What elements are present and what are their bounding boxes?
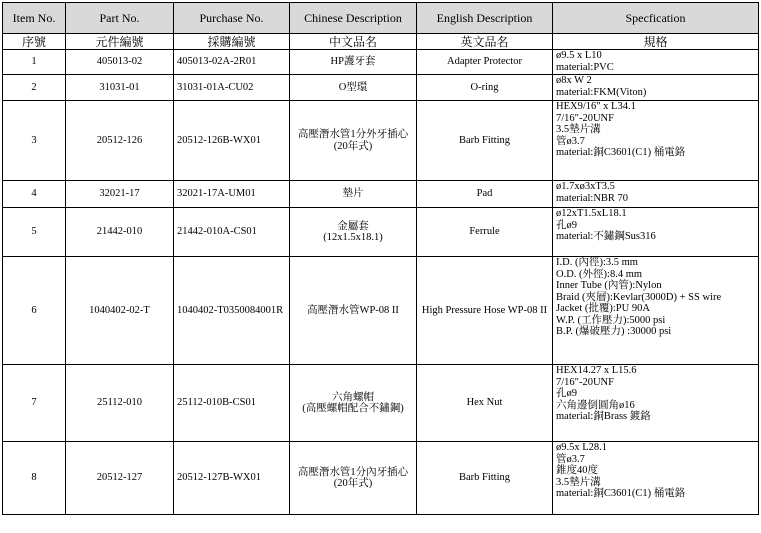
table-row: [3, 257, 759, 365]
chinese-description-line: 六角螺帽: [332, 391, 374, 403]
subheader-part-no: 元件編號: [66, 34, 174, 50]
english-description-cell: O-ring: [417, 75, 553, 101]
specification-line: ø8x W 2: [556, 75, 592, 86]
specification-line: W.P. (工作壓力):5000 psi: [556, 314, 666, 326]
chinese-description-cell: [290, 208, 417, 257]
specification-line: ø9.5 x L10: [556, 50, 602, 61]
part-no-cell: 1040402-02-T: [66, 257, 174, 365]
specification-line: 孔ø9: [556, 219, 577, 231]
chinese-description-line: 高壓潛水管WP-08 II: [307, 304, 399, 316]
subheader-english-description: 英文品名: [417, 34, 553, 50]
purchase-no-cell: 20512-127B-WX01: [174, 442, 290, 515]
specification-line: 管ø3.7: [556, 453, 585, 465]
chinese-description-line: 高壓潛水管1分外牙插心: [297, 129, 409, 140]
chinese-description-line: O型環: [338, 81, 368, 93]
specification-line: material:銅C3601(C1) 桶電鉻: [556, 488, 686, 499]
english-description-cell: Barb Fitting: [417, 101, 553, 181]
specification-line: ø9.5x L28.1: [556, 442, 608, 453]
chinese-description-line: 墊片: [342, 188, 364, 200]
specification-cell: [553, 257, 759, 365]
header-part-no: Part No.: [66, 3, 174, 34]
specification-line: Braid (夾層):Kevlar(3000D) + SS wire: [556, 291, 722, 303]
chinese-description-line: (12x1.5x18.1): [323, 232, 383, 243]
specification-cell: [553, 50, 759, 75]
english-description-cell: Ferrule: [417, 208, 553, 257]
chinese-description-line: (20年式): [333, 478, 373, 489]
table-row: [3, 365, 759, 442]
part-no-cell: 25112-010: [66, 365, 174, 442]
specification-line: material:銅C3601(C1) 桶電鉻: [556, 147, 686, 158]
table-row: [3, 75, 759, 101]
part-no-cell: 21442-010: [66, 208, 174, 257]
chinese-description-cell: [290, 101, 417, 181]
specification-line: material:不鏽鋼Sus316: [556, 231, 656, 242]
chinese-description-cell: [290, 257, 417, 365]
specification-cell: [553, 365, 759, 442]
purchase-no-cell: 405013-02A-2R01: [174, 50, 290, 75]
chinese-description-line: 高壓潛水管1分內牙插心: [297, 466, 409, 478]
english-description-cell: Adapter Protector: [417, 50, 553, 75]
specification-line: material:FKM(Viton): [556, 86, 647, 98]
specification-cell: [553, 181, 759, 208]
header-item-no: Item No.: [3, 3, 66, 34]
part-no-cell: 20512-127: [66, 442, 174, 515]
chinese-description-cell: [290, 442, 417, 515]
table-row: [3, 442, 759, 515]
purchase-no-cell: 25112-010B-CS01: [174, 365, 290, 442]
table-row: [3, 101, 759, 181]
parts-table: [2, 2, 759, 515]
part-no-cell: 20512-126: [66, 101, 174, 181]
subheader-purchase-no: 採購編號: [174, 34, 290, 50]
purchase-no-cell: 32021-17A-UM01: [174, 181, 290, 208]
table-row: [3, 50, 759, 75]
english-description-cell: High Pressure Hose WP-08 II: [417, 257, 553, 365]
part-no-cell: 405013-02: [66, 50, 174, 75]
specification-line: HEX14.27 x L15.6: [556, 365, 637, 376]
table-row: [3, 181, 759, 208]
item-no-cell: 7: [3, 365, 66, 442]
specification-cell: [553, 75, 759, 101]
chinese-description-line: HP護牙套: [330, 56, 376, 68]
header-chinese-description: Chinese Description: [290, 3, 417, 34]
header-specification: Specfication: [553, 3, 759, 34]
subheader-item-no: 序號: [3, 34, 66, 50]
specification-line: O.D. (外徑):8.4 mm: [556, 268, 643, 280]
chinese-description-line: (高壓螺帽配合不鏽鋼): [302, 403, 404, 414]
purchase-no-cell: 1040402-T0350084001R: [174, 257, 290, 365]
item-no-cell: 4: [3, 181, 66, 208]
chinese-description-line: (20年式): [333, 140, 373, 152]
subheader-specification: 規格: [553, 34, 759, 50]
specification-line: Inner Tube (內管):Nylon: [556, 280, 662, 291]
header-english-description: English Description: [417, 3, 553, 34]
specification-line: 3.5墊片溝: [556, 476, 601, 488]
item-no-cell: 2: [3, 75, 66, 101]
chinese-description-cell: [290, 365, 417, 442]
specification-line: 錐度40度: [556, 465, 598, 476]
item-no-cell: 3: [3, 101, 66, 181]
english-description-cell: Hex Nut: [417, 365, 553, 442]
chinese-description-line: 金屬套: [337, 220, 369, 232]
specification-line: 7/16"-20UNF: [556, 376, 614, 388]
english-description-cell: Barb Fitting: [417, 442, 553, 515]
part-no-cell: 32021-17: [66, 181, 174, 208]
item-no-cell: 5: [3, 208, 66, 257]
purchase-no-cell: 21442-010A-CS01: [174, 208, 290, 257]
specification-line: 7/16"-20UNF: [556, 112, 614, 124]
item-no-cell: 8: [3, 442, 66, 515]
specification-line: material:銅Brass 鍍鉻: [556, 411, 651, 422]
specification-line: 3.5墊片溝: [556, 124, 601, 135]
specification-cell: [553, 101, 759, 181]
table-body: [3, 50, 759, 515]
header-purchase-no: Purchase No.: [174, 3, 290, 34]
specification-line: HEX9/16" x L34.1: [556, 101, 636, 112]
item-no-cell: 6: [3, 257, 66, 365]
english-description-cell: Pad: [417, 181, 553, 208]
purchase-no-cell: 20512-126B-WX01: [174, 101, 290, 181]
specification-line: ø1.7xø3xT3.5: [556, 181, 615, 192]
specification-line: ø12xT1.5xL18.1: [556, 208, 627, 219]
specification-line: Jacket (批覆):PU 90A: [556, 303, 650, 314]
header-row-english: [3, 3, 759, 34]
table-row: [3, 208, 759, 257]
specification-line: I.D. (內徑):3.5 mm: [556, 257, 638, 268]
specification-line: 孔ø9: [556, 388, 577, 399]
specification-line: B.P. (爆破壓力) :30000 psi: [556, 326, 672, 337]
item-no-cell: 1: [3, 50, 66, 75]
purchase-no-cell: 31031-01A-CU02: [174, 75, 290, 101]
header-row-chinese: [3, 34, 759, 50]
chinese-description-cell: [290, 75, 417, 101]
part-no-cell: 31031-01: [66, 75, 174, 101]
specification-line: material:PVC: [556, 61, 614, 73]
specification-line: material:NBR 70: [556, 192, 629, 204]
subheader-chinese-description: 中文品名: [290, 34, 417, 50]
chinese-description-cell: [290, 181, 417, 208]
specification-line: 六角邊倒圓角ø16: [556, 399, 635, 411]
chinese-description-cell: [290, 50, 417, 75]
specification-cell: [553, 208, 759, 257]
specification-cell: [553, 442, 759, 515]
specification-line: 管ø3.7: [556, 135, 585, 147]
